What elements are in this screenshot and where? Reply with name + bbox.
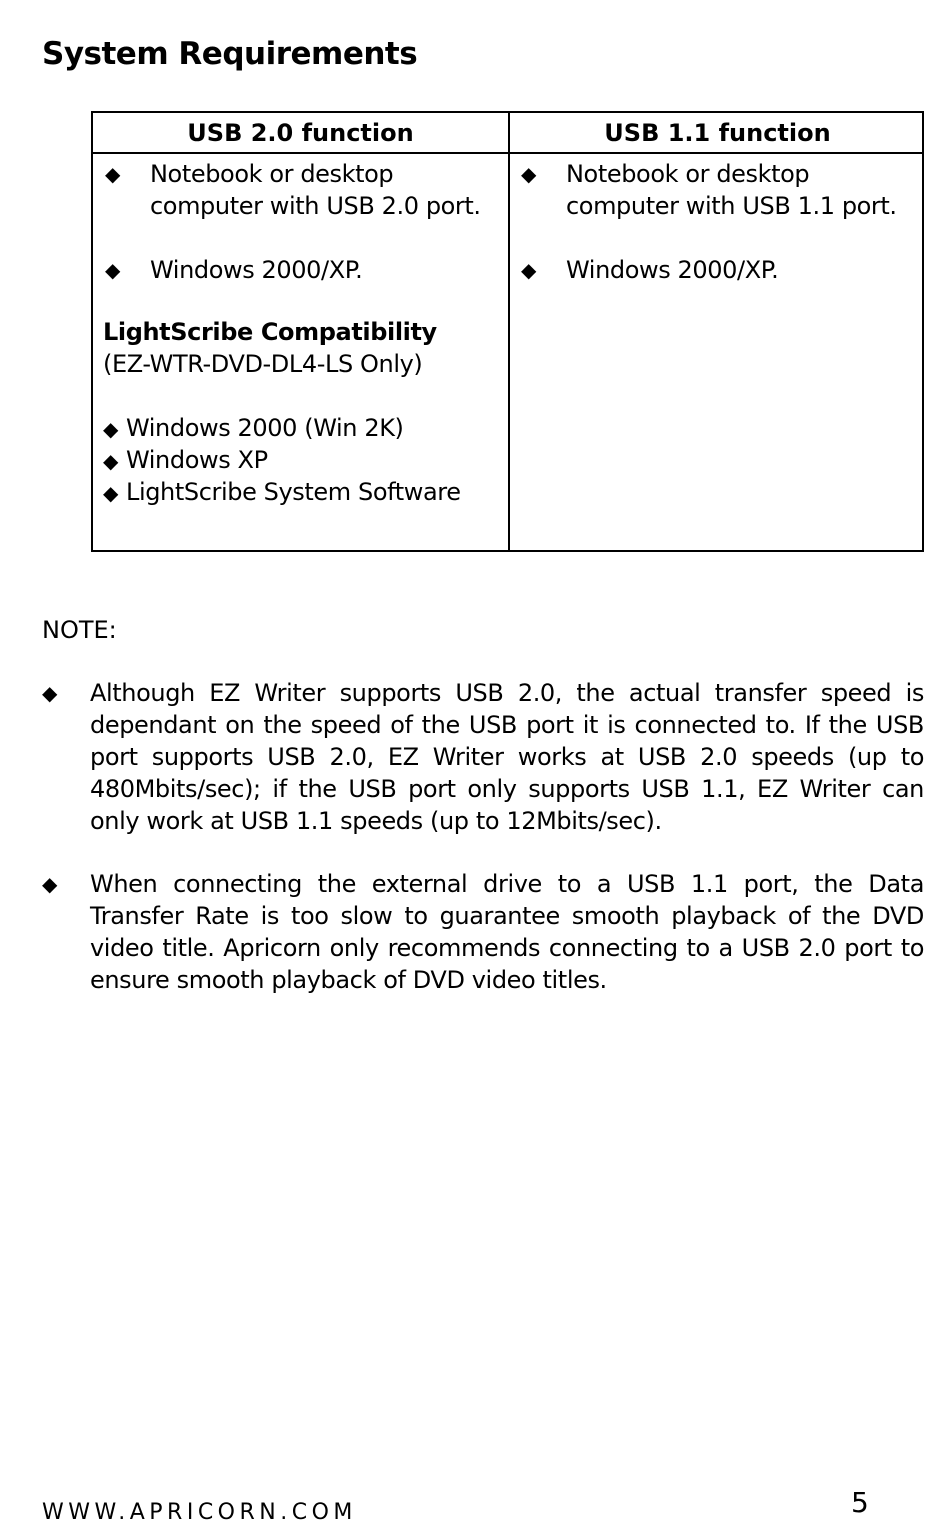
note-item-transfer-speed: Although EZ Writer supports USB 2.0, the actual transfer speed is dependant on the speed of the USB port it is connected to. If the USB port supports USB 2.0, EZ Writer works at USB 2.0 speeds (up to 480Mbits/sec); if the USB port only supports USB 1.1, EZ Writer can only work at USB 1.1 speeds (up to 12Mbits/sec). (90, 679, 924, 835)
diamond-bullet-icon: ◆ (42, 872, 58, 896)
diamond-bullet-icon: ◆ (521, 258, 537, 282)
header-divider (93, 152, 922, 154)
lightscribe-item: ◆ Windows 2000 (Win 2K) (103, 414, 404, 442)
lightscribe-subtitle: (EZ-WTR-DVD-DL4-LS Only) (103, 350, 423, 378)
diamond-bullet-icon: ◆ (521, 162, 537, 186)
note-item-dvd-playback: When connecting the external drive to a USB 1.1 port, the Data Transfer Rate is too slow to guarantee smooth playback of the DVD video title. Apricorn only recommends connecting to a USB 2.0 port to ensure smooth playback of DVD video titles. (90, 870, 924, 994)
page-number: 5 (851, 1486, 869, 1519)
footer-url: WWW.APRICORN.COM (42, 1500, 357, 1525)
lightscribe-item: ◆ LightScribe System Software (103, 478, 461, 506)
note-label: NOTE: (42, 616, 117, 644)
diamond-bullet-icon: ◆ (105, 162, 121, 186)
diamond-bullet-icon: ◆ (103, 449, 118, 473)
column-divider (508, 113, 510, 550)
diamond-bullet-icon: ◆ (103, 481, 118, 505)
header-usb20: USB 2.0 function (187, 119, 414, 147)
page-title: System Requirements (42, 36, 418, 72)
requirements-table: USB 2.0 function USB 1.1 function ◆ Notebook or desktop computer with USB 2.0 port. ◆ Windows 2000/XP. LightScribe Compatibility (EZ-WTR-DVD-DL4-LS Only) ◆ Windows 2000 (Win 2K) ◆ Windows XP ◆ LightScribe System Software ◆ Notebook or desktop computer with USB 1.1 port. ◆ Windows 2000/XP. (91, 111, 924, 552)
lightscribe-title: LightScribe Compatibility (103, 318, 437, 346)
diamond-bullet-icon: ◆ (103, 417, 118, 441)
header-usb11: USB 1.1 function (604, 119, 831, 147)
diamond-bullet-icon: ◆ (42, 681, 58, 705)
lightscribe-item: ◆ Windows XP (103, 446, 268, 474)
diamond-bullet-icon: ◆ (105, 258, 121, 282)
